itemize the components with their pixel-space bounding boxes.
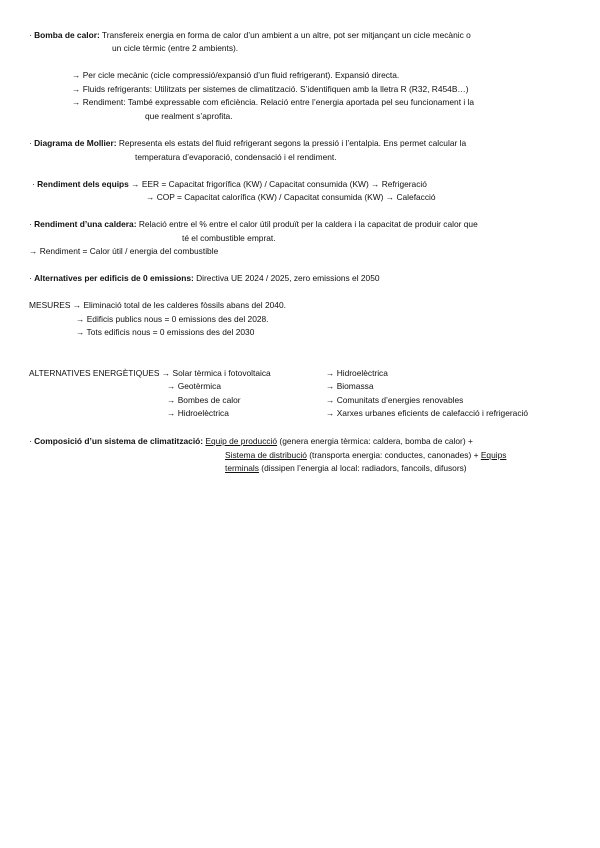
bomba-sub-2: → Fluids refrigerants: Utilitzats per sistemes de climatització. S’identifiquen amb la lletra R (R32, R454B…) [72, 84, 469, 94]
alt-col2-item: → Biomassa [326, 381, 374, 391]
terminals-label: terminals [225, 463, 259, 473]
cop-line: → COP = Capacitat calorífica (KW) / Capacitat consumida (KW) → Calefacció [146, 192, 436, 202]
term-caldera: Rendiment d’una caldera: [34, 219, 137, 229]
bomba-sub-3: → Rendiment: També expressable com eficiència. Relació entre l’energia aportada pel seu funcionament i la [72, 97, 475, 107]
term-mollier: Diagrama de Mollier: [34, 138, 117, 148]
heading: ALTERNATIVES ENERGÈTIQUES [29, 368, 160, 378]
term-composicio: Composició d’un sistema de climatització: [34, 436, 204, 446]
alt-col2-item: → Hidroelèctrica [326, 368, 388, 378]
text-produccio: (genera energia tèrmica: caldera, bomba de calor) + [277, 436, 473, 446]
alt-col1-item: → Bombes de calor [167, 395, 241, 405]
equips-line-1 [32, 179, 427, 190]
eer-line: → EER = Capacitat frigorífica (KW) / Capacitat consumida (KW) → Refrigeració [128, 179, 427, 189]
bomba-line-2: un cicle tèrmic (entre 2 ambients). [112, 43, 239, 53]
text-terminals: (dissipen l’energia al local: radiadors, fancoils, difusors) [258, 463, 467, 473]
sistema-distribucio: Sistema de distribució [225, 450, 307, 460]
bomba-sub-3-cont: que realment s’aprofita. [145, 111, 233, 121]
mesures-line-1: MESURES → Eliminació total de les calderes fòssils abans del 2040. [29, 300, 286, 310]
alt-col1-item: → Hidroelèctrica [167, 408, 229, 418]
composicio-line-1 [29, 436, 473, 447]
bomba-line-1 [29, 30, 471, 41]
alt-col2-item: → Xarxes urbanes eficients de calefacció i refrigeració [326, 408, 529, 418]
bullet: · [29, 30, 32, 40]
alt-energetiques-heading [29, 368, 271, 379]
mesures-line-3: → Tots edificis nous = 0 emissions des del 2030 [76, 327, 255, 337]
term-bomba: Bomba de calor: [34, 30, 100, 40]
composicio-line-3 [225, 463, 467, 474]
equip-produccio: Equip de producció [205, 436, 278, 446]
mesures-line-2: → Edificis publics nous = 0 emissions des del 2028. [76, 314, 269, 324]
bullet: · [29, 273, 32, 283]
def-mollier: Representa els estats del fluid refrigerant segons la pressió i l’entalpia. Ens permet calcular la [116, 138, 467, 148]
def-alternatives: Directiva UE 2024 / 2025, zero emissions el 2050 [193, 273, 380, 283]
bullet: · [32, 179, 35, 189]
term-equips: Rendiment dels equips [37, 179, 129, 189]
bullet: · [29, 138, 32, 148]
term-alternatives: Alternatives per edificis de 0 emissions: [34, 273, 194, 283]
alternatives-line [29, 273, 380, 284]
composicio-line-2 [225, 450, 506, 461]
bullet: · [29, 219, 32, 229]
mollier-line-1 [29, 138, 466, 149]
def-bomba: Transfereix energia en forma de calor d’un ambient a un altre, pot ser mitjançant un cicle mecànic o [99, 30, 471, 40]
caldera-line-2: té el combustible emprat. [182, 233, 276, 243]
alt-col1-item: → Geotèrmica [167, 381, 221, 391]
caldera-line-1 [29, 219, 478, 230]
text-distribucio: (transporta energia: conductes, canonades) + [306, 450, 481, 460]
alt-col1-item: → Solar tèrmica i fotovoltaica [161, 368, 271, 378]
caldera-formula: → Rendiment = Calor útil / energia del combustible [29, 246, 219, 256]
def-caldera: Relació entre el % entre el calor útil produït per la caldera i la capacitat de produir calor que [136, 219, 478, 229]
mollier-line-2: temperatura d’evaporació, condensació i el rendiment. [135, 152, 337, 162]
bomba-sub-1: → Per cicle mecànic (cicle compressió/expansió d’un fluid refrigerant). Expansió directa. [72, 70, 400, 80]
alt-col2-item: → Comunitats d’energies renovables [326, 395, 464, 405]
bullet: · [29, 436, 32, 446]
equips-label: Equips [480, 450, 507, 460]
